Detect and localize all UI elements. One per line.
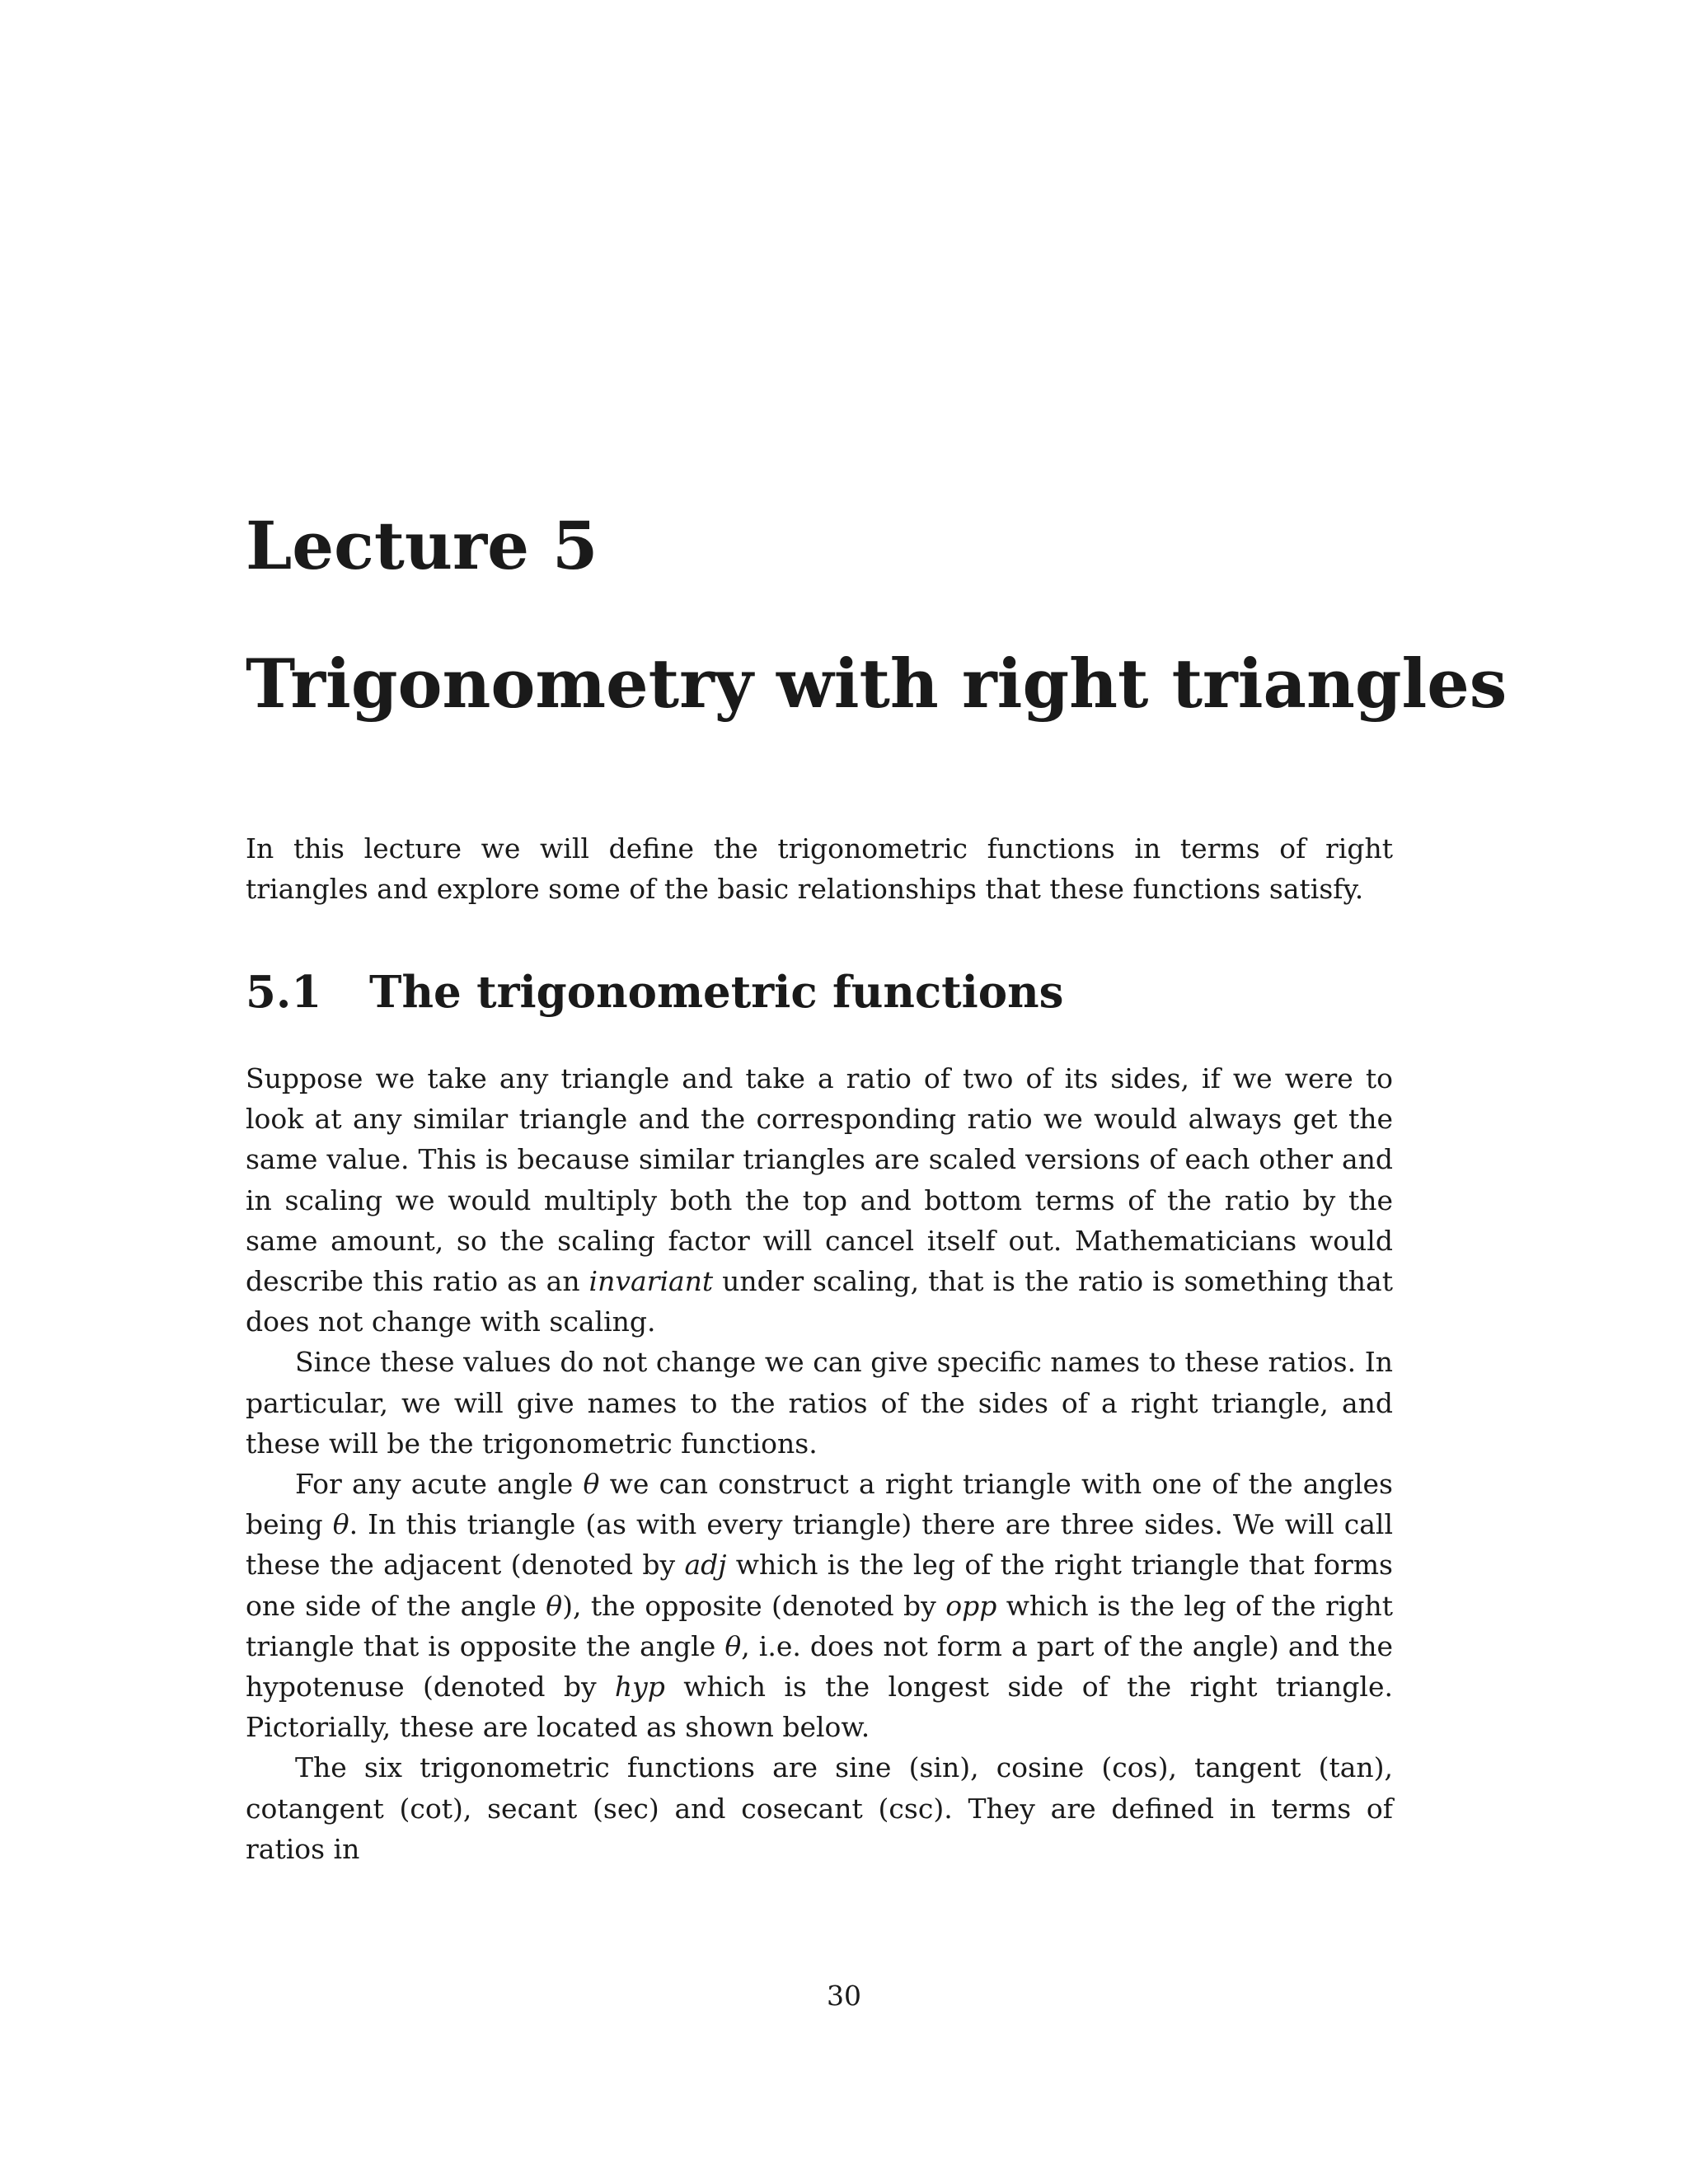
section-title: The trigonometric functions — [369, 967, 1064, 1018]
paragraph-3-text-g: , i.e. does not form a part of the angle) and the hypotenuse (denoted by — [246, 1629, 1393, 1704]
theta-symbol: θ — [583, 1468, 600, 1501]
paragraph-1-text-a: Suppose we take any triangle and take a ratio of two of its sides, if we were to look at any similar triangle and the corresponding ratio we would always get the same value. This is because similar triangles are scaled versions of each other and in scaling we would multiply both the top and bottom terms of the ratio by the same amount, so the scaling factor will cancel itself out. Mathematicians would describe this ratio as an — [246, 1062, 1393, 1298]
paragraph-3-text-h: which is the longest side of the right triangle. Pictorially, these are located as shown below. — [246, 1671, 1393, 1744]
paragraph-1 — [246, 1058, 1393, 1342]
paragraph-3-text-b: we can construct a right triangle with one of the angles being — [246, 1468, 1393, 1541]
emphasis-adj: adj — [684, 1549, 727, 1582]
paragraph-3-text-f: which is the leg of the right triangle that is opposite the angle — [246, 1589, 1393, 1662]
paragraph-3-text-c: . In this triangle (as with every triangle) there are three sides. We will call these the adjacent (denoted by — [246, 1508, 1394, 1582]
emphasis-hyp: hyp — [614, 1671, 665, 1704]
section-heading — [246, 967, 1064, 1018]
emphasis-invariant: invariant — [588, 1265, 714, 1298]
lecture-label: Lecture 5 — [246, 507, 598, 584]
paragraph-3-text-a: For any acute angle — [295, 1468, 584, 1501]
theta-symbol: θ — [724, 1629, 742, 1662]
emphasis-opp: opp — [945, 1589, 997, 1622]
section-number: 5.1 — [246, 967, 322, 1018]
page-number: 30 — [827, 1980, 861, 2012]
theta-symbol: θ — [546, 1589, 563, 1622]
paragraph-3-text-e: ), the opposite (denoted by — [562, 1589, 946, 1622]
chapter-title: Trigonometry with right triangles — [246, 645, 1507, 724]
paragraph-3 — [246, 1464, 1393, 1747]
paragraph-3-text-d: which is the leg of the right triangle that forms one side of the angle — [246, 1549, 1393, 1622]
paragraph-2: Since these values do not change we can give specific names to these ratios. In particular, we will give names to the ratios of the sides of a right triangle, and these will be the trigonometric functions. — [246, 1346, 1393, 1460]
paragraph-4: The six trigonometric functions are sine (sin), cosine (cos), tangent (tan), cotangent (cot), secant (sec) and cosecant (csc). They are defined in terms of ratios in — [246, 1751, 1393, 1865]
paragraph-1-text-b: under scaling, that is the ratio is something that does not change with scaling. — [246, 1265, 1393, 1338]
intro-paragraph: In this lecture we will define the trigonometric functions in terms of right triangles and explore some of the basic relationships that these functions satisfy. — [246, 832, 1393, 905]
theta-symbol: θ — [332, 1508, 349, 1541]
section-body — [246, 1058, 1393, 1869]
